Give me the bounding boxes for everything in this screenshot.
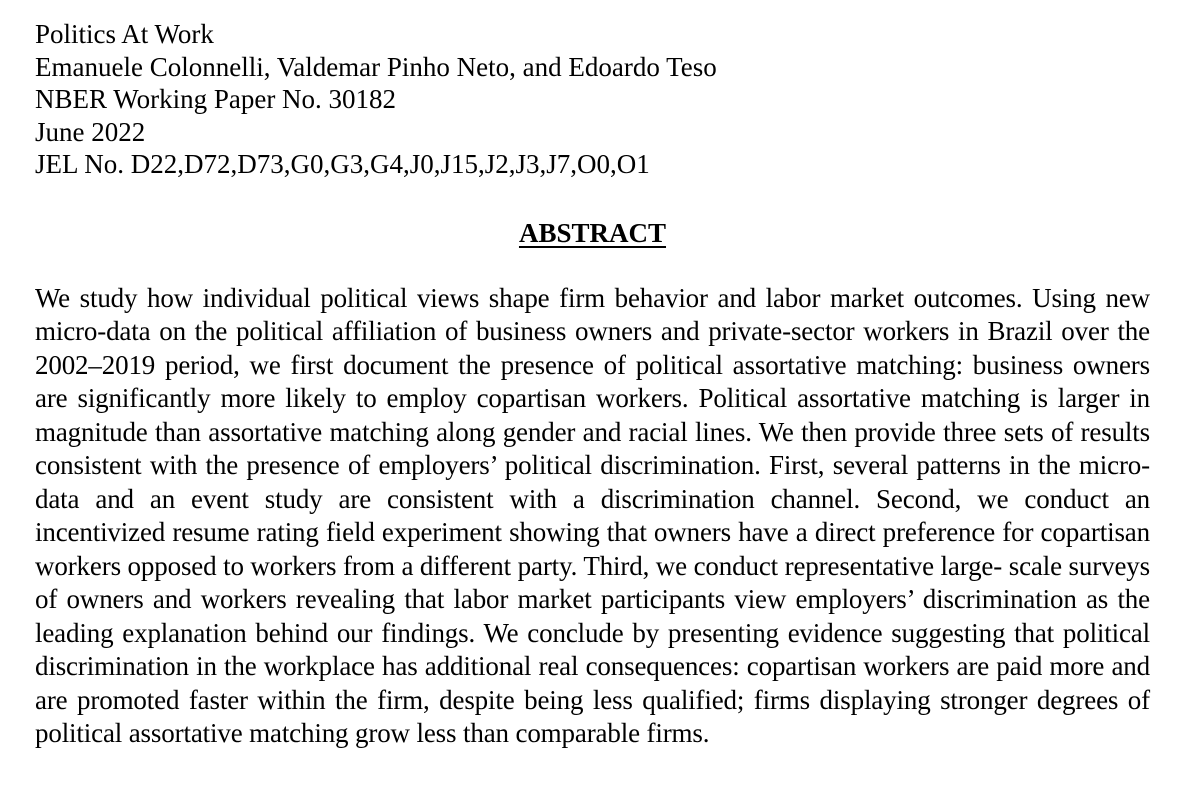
paper-page <box>35 18 1150 778</box>
working-paper-number: NBER Working Paper No. 30182 <box>35 84 397 114</box>
paper-title: Politics At Work <box>35 19 214 49</box>
paper-authors: Emanuele Colonnelli, Valdemar Pinho Neto, and Edoardo Teso <box>35 51 717 82</box>
abstract-text: We study how individual political views shape firm behavior and labor market outcomes. Using new micro-data on the political affiliation of business owners and private-sector workers in Brazil over the 2002–2019 period, we first document the presence of political assortative matching: business owners are significantly more likely to employ copartisan workers. Political assortative matching is larger in magnitude than assortative matching along gender and racial lines. We then provide three sets of results consistent with the presence of employers’ political discrimination. First, several patterns in the micro-data and an event study are consistent with a discrimination channel. Second, we conduct an incentivized resume rating field experiment showing that owners have a direct preference for copartisan workers opposed to workers from a different party. Third, we conduct representative large- scale surveys of owners and workers revealing that labor market participants view employers’ discrimination as the leading explanation behind our findings. We conclude by presenting evidence suggesting that political discrimination in the workplace has additional real consequences: copartisan workers are paid more and are promoted faster within the firm, despite being less qualified; firms displaying stronger degrees of political assortative matching grow less than comparable firms. <box>35 282 1150 748</box>
publication-date: June 2022 <box>35 116 146 147</box>
jel-codes: JEL No. D22,D72,D73,G0,G3,G4,J0,J15,J2,J3,J7,O0,O1 <box>35 149 650 179</box>
abstract-heading: ABSTRACT <box>518 217 667 248</box>
